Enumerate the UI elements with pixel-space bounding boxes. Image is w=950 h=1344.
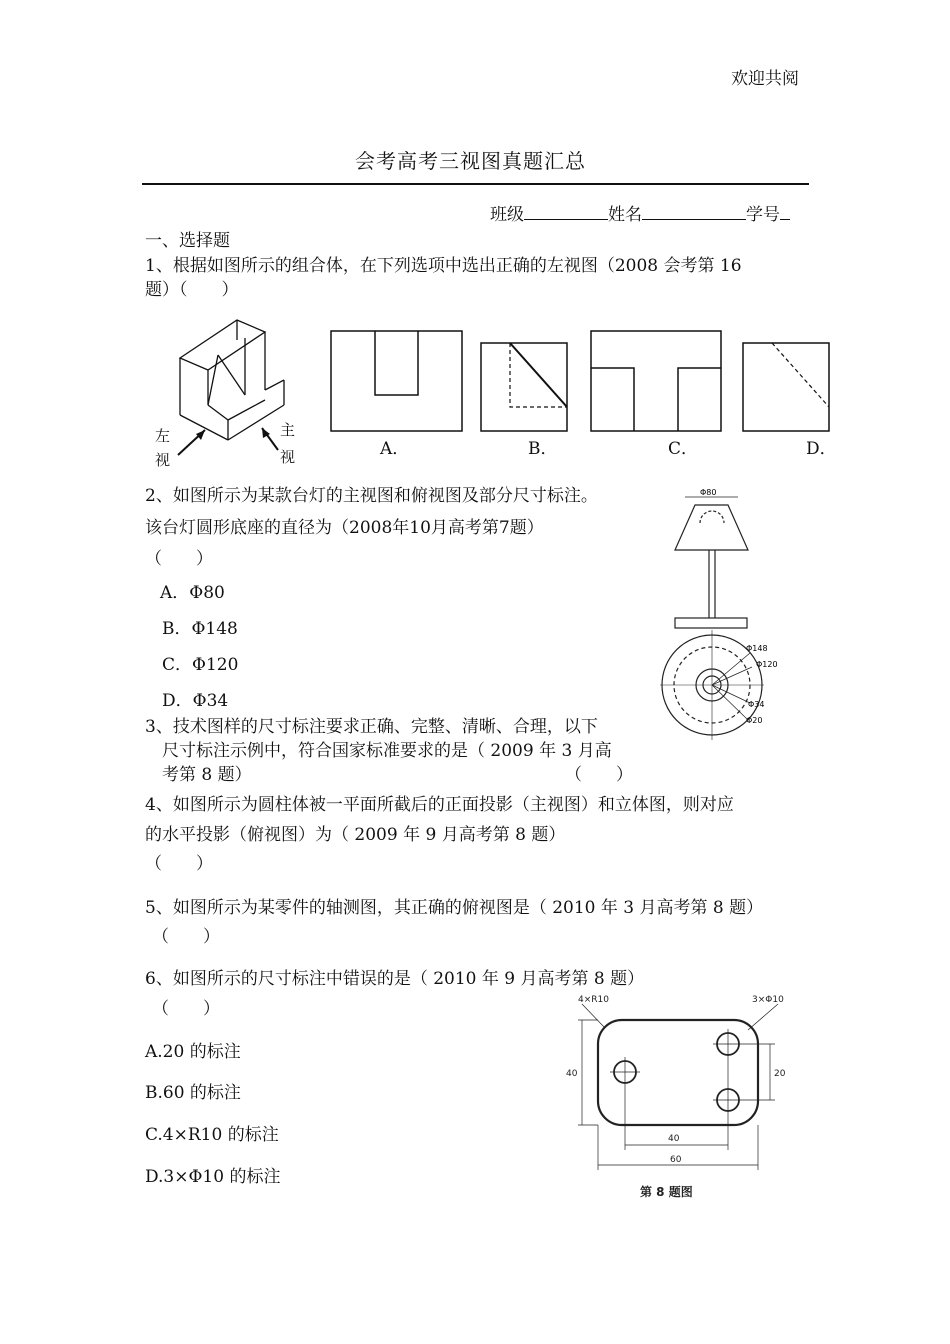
page-title: 会考高考三视图真题汇总 xyxy=(355,149,586,173)
class-label: 班级 xyxy=(490,205,524,225)
q6-fig-3phi10: 3×Φ10 xyxy=(752,995,784,1005)
q1-text-line1: 1、根据如图所示的组合体，在下列选项中选出正确的左视图（2008 会考第 16 xyxy=(145,256,742,276)
q6-fig-20: 20 xyxy=(774,1069,786,1079)
q6-option-a[interactable]: A.20 的标注 xyxy=(145,1042,241,1062)
id-label: 学号 xyxy=(746,205,780,225)
q1-option-c-label[interactable]: C． xyxy=(668,439,699,459)
q2-fig-phi34: Φ34 xyxy=(748,700,765,709)
name-blank[interactable] xyxy=(642,203,746,220)
q1-label-main-1: 主 xyxy=(280,421,296,439)
class-blank[interactable] xyxy=(524,203,608,220)
q6-answer-paren[interactable]: （ ） xyxy=(152,999,220,1019)
q1-option-d-figure xyxy=(742,342,832,434)
name-label: 姓名 xyxy=(608,205,642,225)
q4-answer-paren[interactable]: （ ） xyxy=(145,854,213,874)
q2-lamp-figure xyxy=(660,485,790,745)
q3-text-line2: 尺寸标注示例中，符合国家标准要求的是（ 2009 年 3 月高 xyxy=(162,741,612,761)
q1-option-d-label[interactable]: D． xyxy=(806,439,837,459)
q2-option-d[interactable]: D．Φ34 xyxy=(162,691,229,711)
header-watermark-text: 欢迎共阅 xyxy=(731,69,799,89)
q6-fig-40-vertical: 40 xyxy=(566,1069,578,1079)
q2-option-a[interactable]: A．Φ80 xyxy=(160,583,225,603)
section-heading: 一、选择题 xyxy=(145,231,230,251)
q6-text-line1: 6、如图所示的尺寸标注中错误的是（ 2010 年 9 月高考第 8 题） xyxy=(145,969,645,989)
q2-text-line2: 该台灯圆形底座的直径为（2008年10月高考第7题） xyxy=(145,518,544,538)
q6-fig-4r10: 4×R10 xyxy=(578,995,609,1005)
q1-option-a-label[interactable]: A． xyxy=(380,439,410,459)
q1-label-main-2: 视 xyxy=(280,448,296,466)
q6-option-c[interactable]: C.4×R10 的标注 xyxy=(145,1125,279,1145)
q6-fig-40-horizontal: 40 xyxy=(668,1134,680,1144)
q1-option-b-label[interactable]: B． xyxy=(528,439,558,459)
q2-answer-paren[interactable]: （ ） xyxy=(145,549,213,569)
q6-option-b[interactable]: B.60 的标注 xyxy=(145,1083,241,1103)
q1-option-c-figure xyxy=(590,330,725,434)
q6-plate-figure xyxy=(560,990,805,1205)
q6-fig-60: 60 xyxy=(670,1155,682,1165)
q1-label-left-1: 左 xyxy=(155,427,171,445)
q2-fig-phi20: Φ20 xyxy=(746,716,763,725)
q2-text-line1: 2、如图所示为某款台灯的主视图和俯视图及部分尺寸标注。 xyxy=(145,486,598,506)
q1-text-line2: 题）（ ） xyxy=(145,280,239,300)
q1-option-b-figure xyxy=(480,342,570,434)
q3-text-line3: 考第 8 题） xyxy=(162,765,252,785)
q2-option-c[interactable]: C．Φ120 xyxy=(162,655,239,675)
q3-answer-paren[interactable]: （ ） xyxy=(565,765,633,785)
q5-text-line1: 5、如图所示为某零件的轴测图，其正确的俯视图是（ 2010 年 3 月高考第 8 题） xyxy=(145,898,764,918)
q2-fig-phi148: Φ148 xyxy=(746,644,768,653)
id-blank[interactable] xyxy=(780,203,790,220)
q2-fig-phi120: Φ120 xyxy=(756,660,778,669)
q1-option-a-figure xyxy=(330,330,465,434)
q2-fig-phi80: Φ80 xyxy=(700,488,717,497)
q4-text-line2: 的水平投影（俯视图）为（ 2009 年 9 月高考第 8 题） xyxy=(145,825,566,845)
q6-fig-caption: 第 8 题图 xyxy=(640,1185,693,1199)
title-rule xyxy=(142,183,809,185)
q6-option-d[interactable]: D.3×Φ10 的标注 xyxy=(145,1167,281,1187)
q2-option-b[interactable]: B．Φ148 xyxy=(162,619,238,639)
q4-text-line1: 4、如图所示为圆柱体被一平面所截后的正面投影（主视图）和立体图，则对应 xyxy=(145,795,734,815)
student-info-line xyxy=(490,203,790,226)
q5-answer-paren[interactable]: （ ） xyxy=(152,927,220,947)
q3-text-line1: 3、技术图样的尺寸标注要求正确、完整、清晰、合理，以下 xyxy=(145,717,598,737)
q1-label-left-2: 视 xyxy=(155,451,171,469)
